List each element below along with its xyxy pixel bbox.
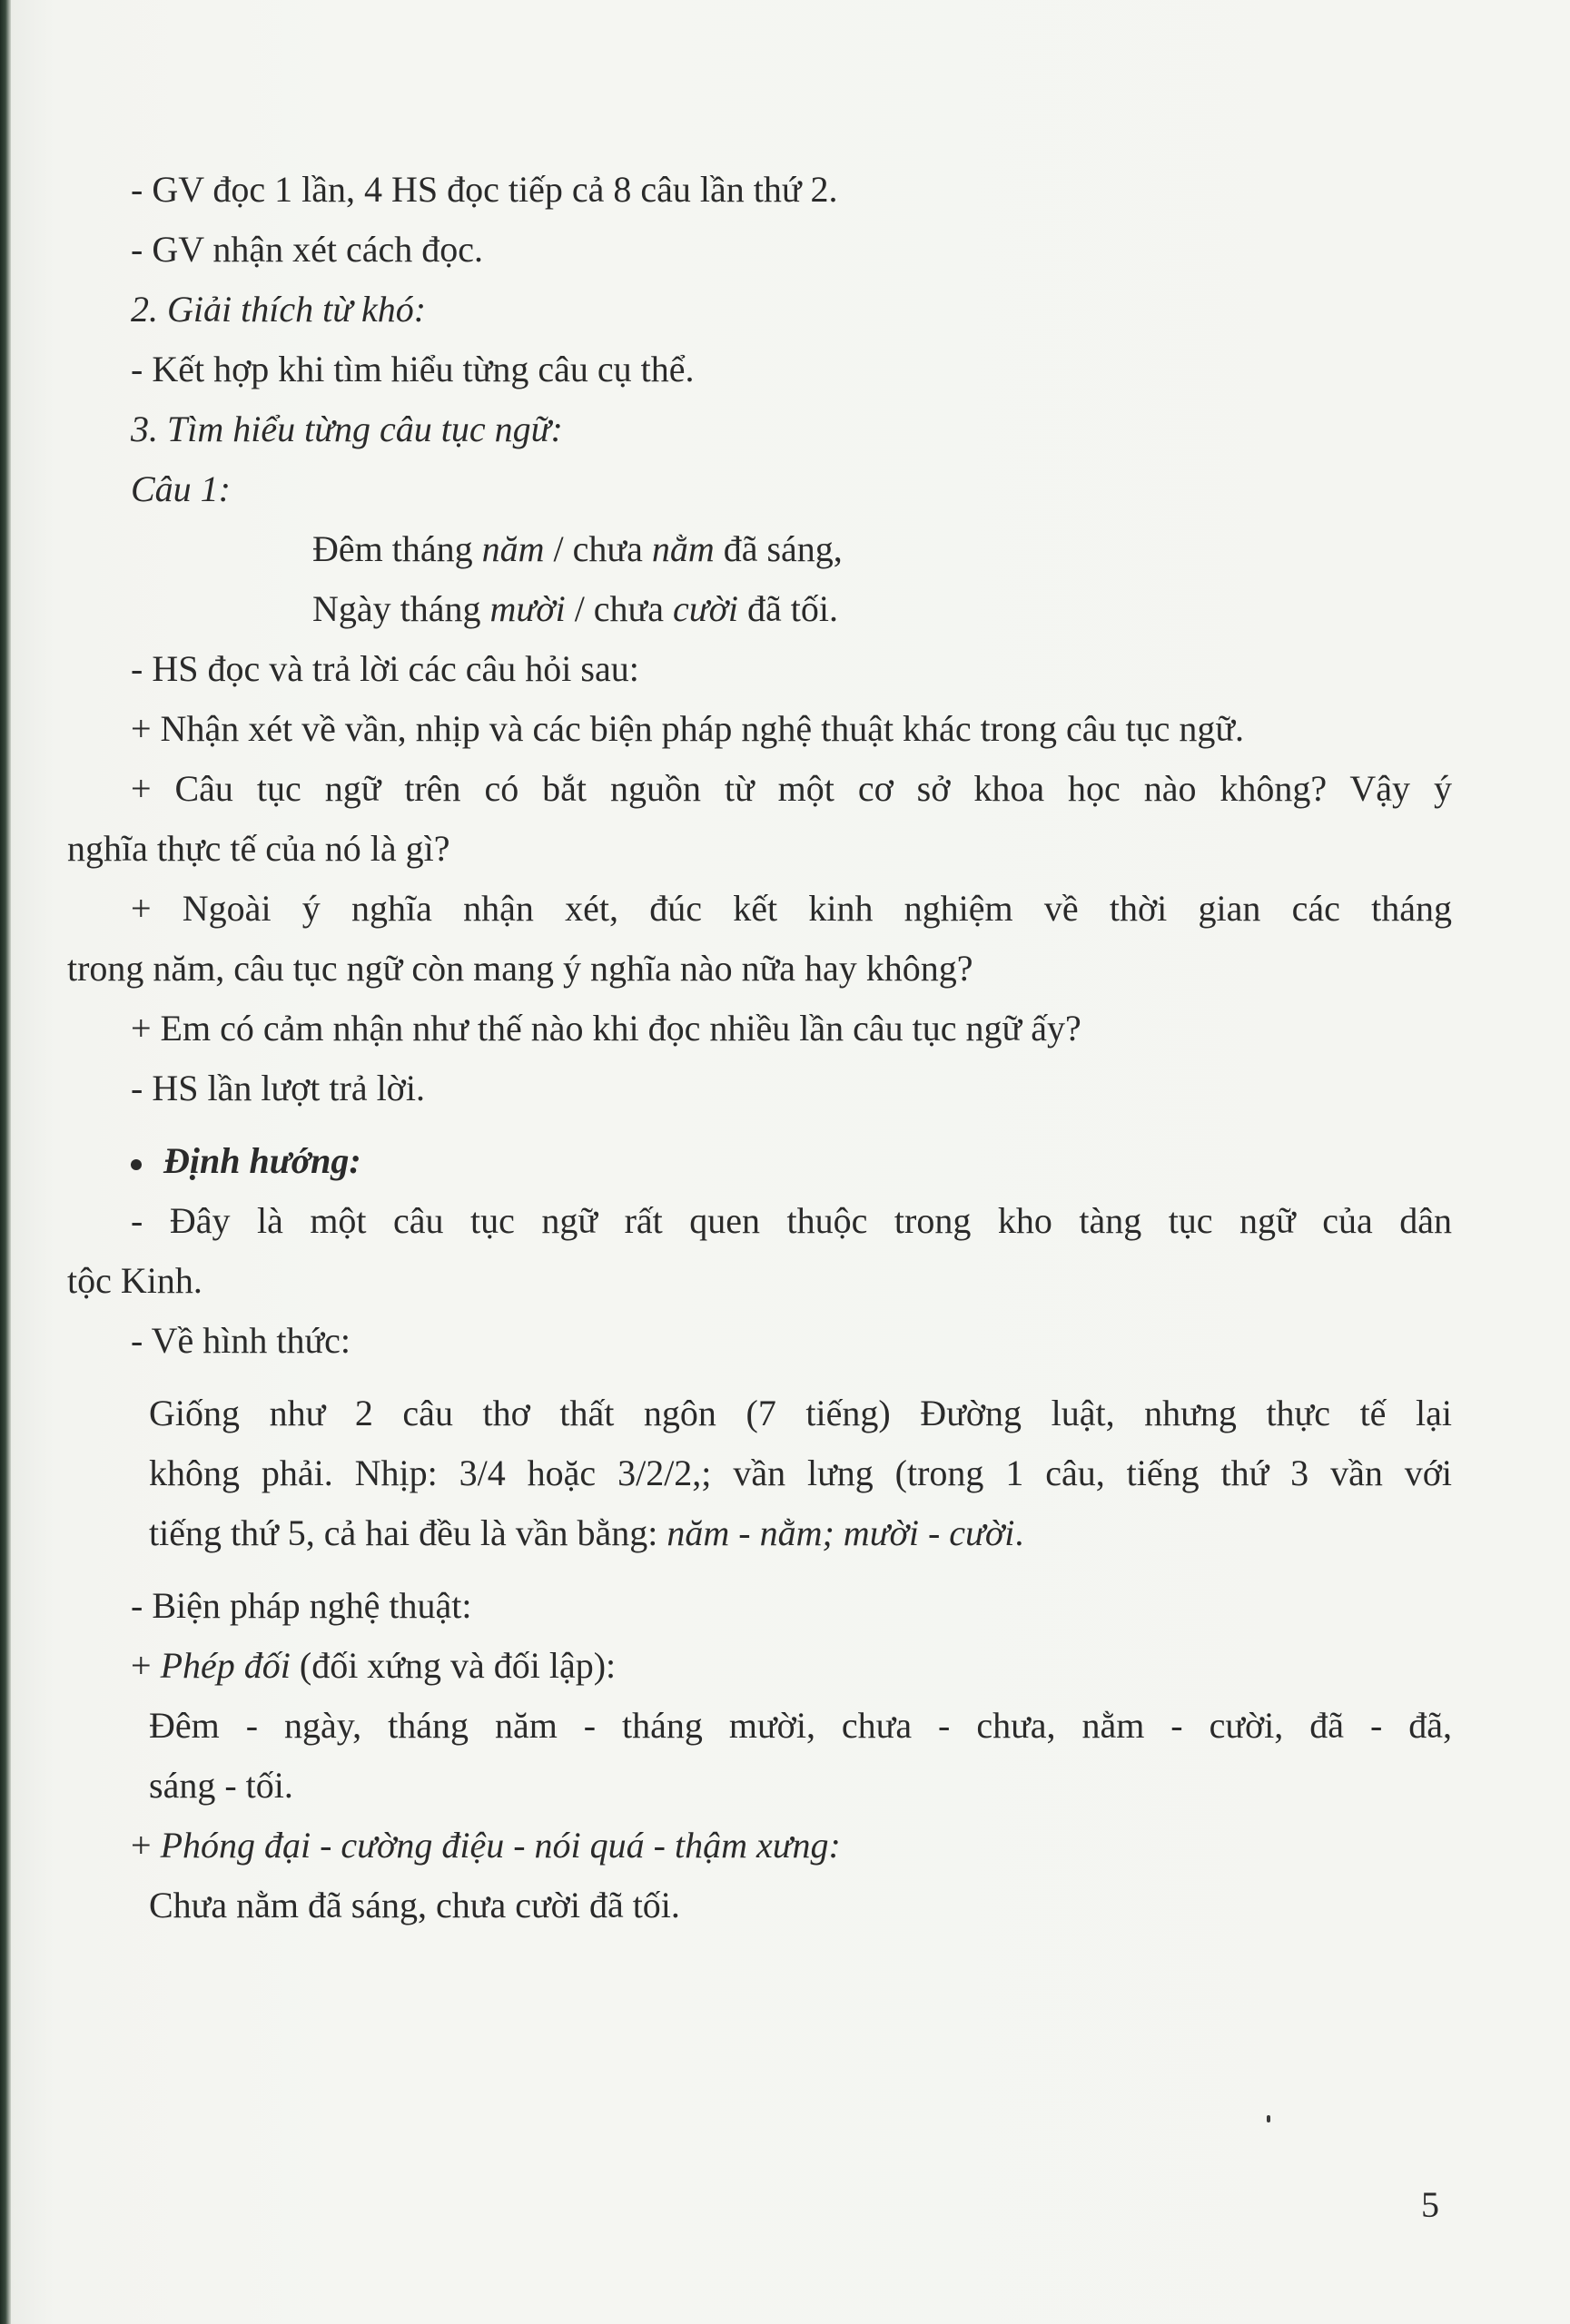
orientation-p1-line-2: tộc Kinh. bbox=[67, 1260, 202, 1301]
question-2-line-2: nghĩa thực tế của nó là gì? bbox=[67, 828, 450, 869]
proverb-line-1: Đêm tháng năm / chưa nằm đã sáng, bbox=[312, 528, 843, 569]
question-3-line-1: + Ngoài ý nghĩa nhận xét, đúc kết kinh nghiệm về thời gian các tháng bbox=[131, 888, 1452, 929]
art-technique-1-example-line-2: sáng - tối. bbox=[149, 1765, 293, 1806]
form-line-2: không phải. Nhịp: 3/4 hoặc 3/2/2,; vần lưng (trong 1 câu, tiếng thứ 3 vần với bbox=[149, 1452, 1452, 1493]
page-body bbox=[67, 160, 1452, 1935]
orientation-p1-line-1: - Đây là một câu tục ngữ rất quen thuộc trong kho tàng tục ngữ của dân bbox=[131, 1200, 1452, 1241]
art-technique-1: + Phép đối (đối xứng và đối lập): bbox=[131, 1645, 617, 1686]
text-line-combine: - Kết hợp khi tìm hiểu từng câu cụ thể. bbox=[131, 349, 695, 389]
question-2-line-1: + Câu tục ngữ trên có bắt nguồn từ một cơ sở khoa học nào không? Vậy ý bbox=[131, 768, 1452, 809]
bullet-icon bbox=[131, 1159, 142, 1170]
section-heading-proverbs: 3. Tìm hiểu từng câu tục ngữ: bbox=[131, 409, 563, 449]
orientation-heading: Định hướng: bbox=[163, 1140, 361, 1181]
question-1: + Nhận xét về vần, nhịp và các biện pháp nghệ thuật khác trong câu tục ngữ. bbox=[131, 708, 1245, 749]
section-heading-vocabulary: 2. Giải thích từ khó: bbox=[131, 289, 427, 330]
question-4: + Em có cảm nhận như thế nào khi đọc nhiều lần câu tục ngữ ấy? bbox=[131, 1008, 1081, 1049]
orientation-heading-row bbox=[67, 1131, 1452, 1191]
art-technique-2: + Phóng đại - cường điệu - nói quá - thậm xưng: bbox=[131, 1825, 841, 1866]
art-technique-1-example-line-1: Đêm - ngày, tháng năm - tháng mười, chưa - chưa, nằm - cười, đã - đã, bbox=[149, 1705, 1452, 1746]
ink-speck bbox=[1267, 2115, 1270, 2122]
art-label: - Biện pháp nghệ thuật: bbox=[131, 1585, 472, 1626]
question-3-line-2: trong năm, câu tục ngữ còn mang ý nghĩa nào nữa hay không? bbox=[67, 948, 973, 989]
questions-intro: - HS đọc và trả lời các câu hỏi sau: bbox=[131, 648, 639, 689]
proverb-line-2: Ngày tháng mười / chưa cười đã tối. bbox=[312, 588, 839, 629]
form-label: - Về hình thức: bbox=[131, 1320, 351, 1361]
form-line-3: tiếng thứ 5, cả hai đều là vần bằng: năm - nằm; mười - cười. bbox=[149, 1512, 1024, 1553]
text-line-gv-read: - GV đọc 1 lần, 4 HS đọc tiếp cả 8 câu lần thứ 2. bbox=[131, 169, 838, 210]
page-number: 5 bbox=[1421, 2184, 1439, 2225]
students-answer: - HS lần lượt trả lời. bbox=[131, 1068, 425, 1108]
art-technique-2-example: Chưa nằm đã sáng, chưa cười đã tối. bbox=[149, 1885, 680, 1925]
subheading-cau-1: Câu 1: bbox=[131, 468, 231, 509]
text-line-gv-comment: - GV nhận xét cách đọc. bbox=[131, 229, 484, 270]
book-spine-shadow bbox=[0, 0, 11, 2324]
form-line-1: Giống như 2 câu thơ thất ngôn (7 tiếng) Đường luật, nhưng thực tế lại bbox=[149, 1393, 1452, 1433]
